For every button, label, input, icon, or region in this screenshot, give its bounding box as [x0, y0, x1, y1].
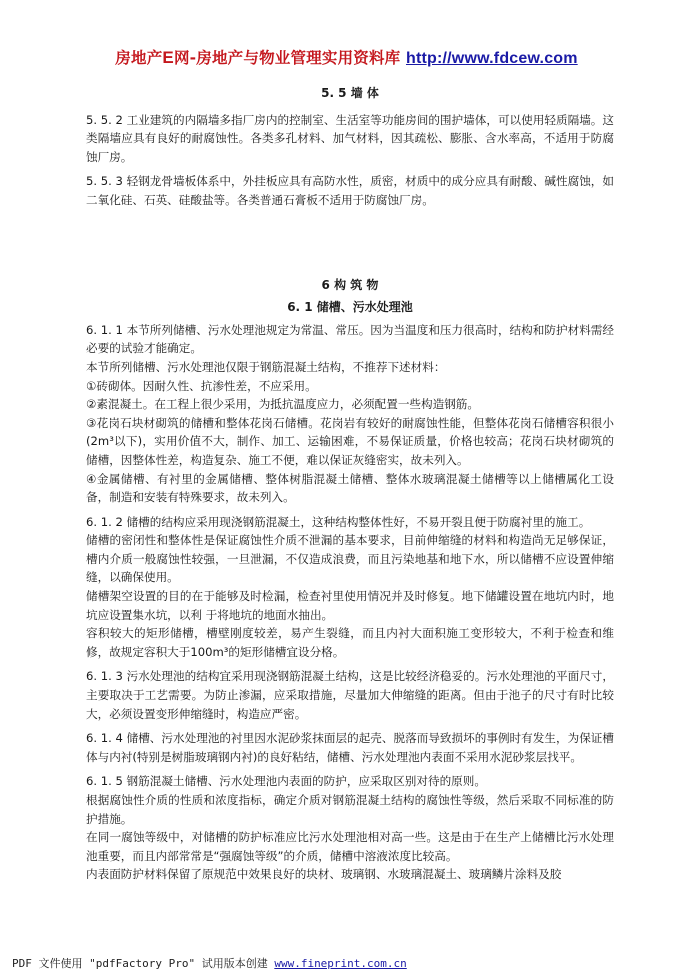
paragraph: 6. 1. 3 污水处理池的结构宜采用现浇钢筋混凝土结构，这是比较经济稳妥的。污水处理池的平面尺寸，主要取决于工艺需要。为防止渗漏，应采取措施，尽量加大伸缩缝的距离。但由于池子的尺寸有时比较大，必须设置变形伸缩缝时，构造应严密。 [86, 669, 614, 721]
paragraph: 本节所列储槽、污水处理池仅限于钢筋混凝土结构，不推荐下述材料： [86, 359, 446, 374]
section-title-6-1: 6. 1 储槽、污水处理池 [287, 300, 413, 315]
paragraph: 6. 1. 1 本节所列储槽、污水处理池规定为常温、常压。因为当温度和压力很高时，结构和防护材料需经必要的试验才能确定。 [86, 322, 614, 356]
paragraph: 6. 1. 5 钢筋混凝土储槽、污水处理池内表面的防护，应采取区别对待的原则。 [86, 774, 486, 789]
banner-prefix: 房地产 [115, 49, 163, 67]
paragraph: ③花岗石块材砌筑的储槽和整体花岗石储槽。花岗岩有较好的耐腐蚀性能，但整体花岗石储槽容积很小(2m³以下)，实用价值不大，制作、加工、运输困难，不易保证质量，价格也较高；花岗石块材砌筑的储槽，因整体性差，构造复杂、施工不便，难以保证灰缝密实，故未列入。 [86, 415, 614, 467]
section-title-5-5: 5. 5 墙 体 [321, 86, 379, 100]
paragraph: ②素混凝土。在工程上很少采用，为抵抗温度应力，必须配置一些构造钢筋。 [86, 397, 479, 412]
banner-e-letter: E [162, 48, 174, 67]
chapter-title-6: 6 构 筑 物 [321, 277, 379, 292]
paragraph: 储槽架空设置的目的在于能够及时检漏，检查衬里使用情况并及时修复。地下储罐设置在地坑内时，地坑应设置集水坑，以利 于将地坑的地面水抽出。 [86, 589, 614, 622]
paragraph-5-5-2: 5. 5. 2 工业建筑的内隔墙多指厂房内的控制室、生活室等功能房间的围护墙体，可以使用轻质隔墙。这类隔墙应具有良好的耐腐蚀性。各类多孔材料、加气材料，因其疏松、膨胀、含水率高，不适用于防腐蚀厂房。 [86, 112, 614, 164]
footer-link[interactable]: www.fineprint.com.cn [274, 957, 407, 970]
paragraph: ①砖砌体。因耐久性、抗渗性差，不应采用。 [86, 378, 317, 393]
footer-text: PDF 文件使用 "pdfFactory Pro" 试用版本创建 [12, 957, 275, 970]
paragraph: ④金属储槽、有衬里的金属储槽、整体树脂混凝土储槽、整体水玻璃混凝土储槽等以上储槽属化工设备，制造和安装有特殊要求，故未列入。 [86, 471, 614, 505]
paragraph: 6. 1. 4 储槽、污水处理池的衬里因水泥砂浆抹面层的起壳、脱落而导致损坏的事例时有发生，为保证槽体与内衬(特别是树脂玻璃钢内衬)的良好粘结，储槽、污水处理池内表面不采用水泥砂浆层找平。 [86, 731, 614, 764]
paragraph: 6. 1. 2 储槽的结构应采用现浇钢筋混凝土，这种结构整体性好，不易开裂且便于防腐衬里的施工。 [86, 514, 591, 529]
banner-title: 网-房地产与物业管理实用资料库 [173, 49, 406, 67]
banner-url-link[interactable]: http://www.fdcew.com [405, 50, 578, 67]
paragraph: 内表面防护材料保留了原规范中效果良好的块材、玻璃钢、水玻璃混凝土、玻璃鳞片涂料及胶 [86, 867, 562, 882]
pdf-footer [12, 955, 407, 971]
paragraph: 储槽的密闭性和整体性是保证腐蚀性介质不泄漏的基本要求，目前伸缩缝的材料和构造尚无足够保证，槽内介质一般腐蚀性较强，一旦泄漏，不仅造成浪费，而且污染地基和地下水，所以储槽不应设置伸缩缝，以确保使用。 [86, 533, 614, 585]
paragraph: 根据腐蚀性介质的性质和浓度指标，确定介质对钢筋混凝土结构的腐蚀性等级，然后采取不同标准的防护措施。 [86, 793, 614, 826]
paragraph-5-5-3: 5. 5. 3 轻钢龙骨墙板体系中，外挂板应具有高防水性，质密，材质中的成分应具有耐酸、碱性腐蚀，如二氧化硅、石英、硅酸盐等。各类普通石膏板不适用于防腐蚀厂房。 [86, 174, 614, 207]
paragraph: 容积较大的矩形储槽，槽壁刚度较差，易产生裂缝，而且内衬大面积施工变形较大，不利于检查和维修，故规定容积大于100m³的矩形储槽宜设分格。 [86, 626, 614, 659]
paragraph: 在同一腐蚀等级中，对储槽的防护标准应比污水处理池相对高一些。这是由于在生产上储槽比污水处理池重要，而且内部常常是“强腐蚀等级”的介质，储槽中溶液浓度比较高。 [86, 830, 614, 863]
site-banner [0, 46, 693, 68]
document-body [86, 84, 614, 884]
